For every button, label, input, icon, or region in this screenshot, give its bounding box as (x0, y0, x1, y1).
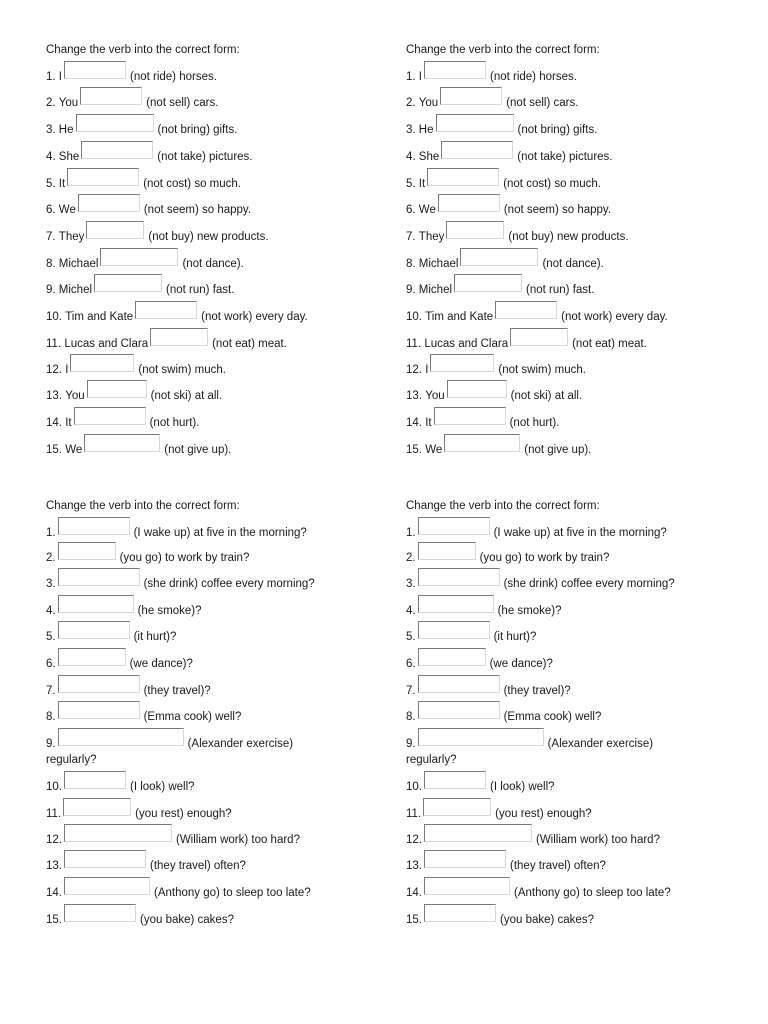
exercise-row (406, 123, 597, 143)
exercise-row (406, 913, 594, 933)
answer-input[interactable] (76, 114, 154, 132)
verb-hint: (Emma cook) well? (503, 711, 602, 723)
item-number: 6. (406, 204, 416, 216)
exercise-row (46, 577, 315, 597)
answer-input[interactable] (460, 248, 538, 266)
exercise-row (46, 443, 231, 463)
item-number: 3. (46, 124, 56, 136)
exercise-row (46, 657, 193, 677)
verb-hint: (he smoke)? (137, 605, 202, 617)
item-number: 9. (406, 284, 416, 296)
sheet-title: Change the verb into the correct form: (46, 500, 240, 512)
exercise-row (406, 416, 559, 436)
answer-input[interactable] (58, 517, 130, 535)
item-number: 8. (46, 711, 56, 723)
item-number: 14. (46, 887, 62, 899)
exercise-row (406, 780, 555, 800)
verb-hint: (not sell) cars. (146, 97, 219, 109)
verb-hint: (he smoke)? (497, 605, 562, 617)
verb-hint: (they travel) often? (150, 860, 246, 872)
item-number: 13. (406, 860, 422, 872)
verb-hint: (not eat) meat. (212, 338, 287, 350)
exercise-row (406, 150, 613, 170)
item-number: 2. (46, 552, 56, 564)
answer-input[interactable] (418, 542, 476, 560)
answer-input[interactable] (418, 728, 544, 746)
item-subject: Lucas and Clara (64, 338, 149, 350)
verb-hint: (not bring) gifts. (157, 124, 238, 136)
item-number: 9. (46, 738, 56, 750)
verb-hint: (not cost) so much. (143, 178, 241, 190)
exercise-row (406, 577, 675, 597)
verb-hint: (not bring) gifts. (517, 124, 598, 136)
item-number: 8. (406, 711, 416, 723)
answer-input[interactable] (80, 87, 142, 105)
exercise-row (46, 150, 253, 170)
answer-input[interactable] (438, 194, 500, 212)
verb-hint: (you bake) cakes? (500, 914, 594, 926)
verb-hint: (I wake up) at five in the morning? (493, 527, 667, 539)
exercise-row (406, 886, 671, 906)
verb-hint: (not ride) horses. (490, 71, 577, 83)
item-subject: We (58, 204, 76, 216)
exercise-row (406, 859, 606, 879)
item-subject: It (425, 417, 432, 429)
item-number: 14. (46, 417, 62, 429)
answer-input[interactable] (436, 114, 514, 132)
exercise-row (46, 859, 246, 879)
answer-input[interactable] (418, 595, 494, 613)
exercise-row (46, 886, 311, 906)
item-number: 12. (406, 834, 422, 846)
answer-input[interactable] (63, 798, 131, 816)
item-number: 4. (46, 605, 56, 617)
verb-hint: (not work) every day. (561, 311, 668, 323)
sheet-title: Change the verb into the correct form: (406, 44, 600, 56)
item-number: 2. (406, 97, 416, 109)
answer-input[interactable] (64, 61, 126, 79)
item-subject: It (65, 417, 72, 429)
verb-hint: (we dance)? (129, 658, 193, 670)
item-subject: They (418, 231, 445, 243)
answer-input[interactable] (434, 407, 506, 425)
item-number: 5. (406, 631, 416, 643)
verb-hint: (not seem) so happy. (503, 204, 612, 216)
answer-input[interactable] (446, 221, 504, 239)
exercise-row (406, 389, 582, 409)
item-subject: We (418, 204, 436, 216)
item-subject: Michel (58, 284, 93, 296)
answer-input[interactable] (70, 354, 134, 372)
item-number: 10. (406, 781, 422, 793)
item-subject: You (65, 390, 85, 402)
item-number: 13. (46, 860, 62, 872)
item-subject: It (58, 178, 66, 190)
item-number: 7. (406, 685, 416, 697)
answer-input[interactable] (424, 877, 510, 895)
answer-input[interactable] (418, 701, 500, 719)
item-subject: It (418, 178, 426, 190)
item-subject: She (418, 151, 440, 163)
item-number: 3. (46, 578, 56, 590)
verb-hint: (not work) every day. (201, 311, 308, 323)
exercise-row (406, 443, 591, 463)
item-subject: Tim and Kate (425, 311, 494, 323)
item-number: 1. (406, 527, 416, 539)
answer-input[interactable] (424, 771, 486, 789)
verb-hint: (they travel)? (503, 685, 571, 697)
answer-input[interactable] (495, 301, 557, 319)
verb-hint: (I look) well? (130, 781, 195, 793)
item-number: 9. (406, 738, 416, 750)
item-number: 6. (406, 658, 416, 670)
item-number: 11. (46, 808, 62, 820)
verb-hint: (not ski) at all. (150, 390, 223, 402)
item-subject: Michel (418, 284, 453, 296)
item-subject: I (65, 364, 69, 376)
verb-hint: (not eat) meat. (572, 338, 647, 350)
answer-input[interactable] (58, 568, 140, 586)
hint-continuation: regularly? (46, 754, 97, 766)
exercise-row (406, 630, 536, 650)
item-number: 8. (406, 258, 416, 270)
item-number: 10. (46, 781, 62, 793)
answer-input[interactable] (150, 328, 208, 346)
verb-hint: (Anthony go) to sleep too late? (514, 887, 671, 899)
answer-input[interactable] (418, 648, 486, 666)
verb-hint: (not sell) cars. (506, 97, 579, 109)
exercise-row (46, 630, 176, 650)
item-number: 4. (406, 151, 416, 163)
verb-hint: (not give up). (524, 444, 592, 456)
item-number: 6. (46, 658, 56, 670)
answer-input[interactable] (58, 728, 184, 746)
item-number: 7. (406, 231, 416, 243)
verb-hint: (I look) well? (490, 781, 555, 793)
item-number: 15. (406, 444, 422, 456)
item-subject: We (65, 444, 83, 456)
item-subject: I (418, 71, 422, 83)
answer-input[interactable] (58, 542, 116, 560)
item-subject: Tim and Kate (65, 311, 134, 323)
item-number: 3. (406, 124, 416, 136)
answer-input[interactable] (135, 301, 197, 319)
item-subject: They (58, 231, 85, 243)
verb-hint: (not run) fast. (526, 284, 595, 296)
item-number: 9. (46, 284, 56, 296)
verb-hint: (not cost) so much. (503, 178, 601, 190)
verb-hint: (I wake up) at five in the morning? (133, 527, 307, 539)
item-number: 15. (46, 444, 62, 456)
answer-input[interactable] (444, 434, 520, 452)
verb-hint: (you bake) cakes? (140, 914, 234, 926)
verb-hint: (not give up). (164, 444, 232, 456)
verb-hint: (William work) too hard? (176, 834, 300, 846)
answer-input[interactable] (64, 904, 136, 922)
answer-input[interactable] (447, 380, 507, 398)
answer-input[interactable] (67, 168, 139, 186)
verb-hint: (not hurt). (509, 417, 560, 429)
exercise-row (46, 177, 241, 197)
exercise-row (406, 310, 668, 330)
answer-input[interactable] (74, 407, 146, 425)
verb-hint: (William work) too hard? (536, 834, 660, 846)
verb-hint: (not buy) new products. (508, 231, 629, 243)
item-number: 5. (46, 631, 56, 643)
answer-input[interactable] (84, 434, 160, 452)
exercise-row (406, 177, 601, 197)
answer-input[interactable] (64, 824, 172, 842)
item-number: 6. (46, 204, 56, 216)
verb-hint: (it hurt)? (493, 631, 537, 643)
verb-hint: (Emma cook) well? (143, 711, 242, 723)
verb-hint: (not seem) so happy. (143, 204, 252, 216)
item-subject: Michael (418, 258, 459, 270)
item-number: 11. (406, 808, 422, 820)
item-number: 15. (46, 914, 62, 926)
item-subject: He (418, 124, 434, 136)
item-number: 1. (406, 71, 416, 83)
item-number: 7. (46, 685, 56, 697)
exercise-row (406, 710, 601, 730)
answer-input[interactable] (100, 248, 178, 266)
hint-continuation: regularly? (406, 754, 457, 766)
item-subject: He (58, 124, 74, 136)
exercise-row (406, 737, 653, 769)
verb-hint: (they travel) often? (510, 860, 606, 872)
verb-hint: (not swim) much. (138, 364, 226, 376)
item-subject: We (425, 444, 443, 456)
answer-input[interactable] (81, 141, 153, 159)
item-number: 14. (406, 417, 422, 429)
item-number: 4. (46, 151, 56, 163)
sheet-title: Change the verb into the correct form: (406, 500, 600, 512)
item-number: 11. (406, 338, 422, 350)
answer-input[interactable] (424, 61, 486, 79)
answer-input[interactable] (58, 675, 140, 693)
answer-input[interactable] (64, 877, 150, 895)
item-number: 5. (46, 178, 56, 190)
verb-hint: (not swim) much. (498, 364, 586, 376)
item-number: 12. (46, 364, 62, 376)
verb-hint: (not ski) at all. (510, 390, 583, 402)
exercise-row (406, 230, 629, 250)
item-number: 13. (46, 390, 62, 402)
exercise-row (46, 416, 199, 436)
exercise-row (406, 96, 578, 116)
item-number: 10. (46, 311, 62, 323)
item-number: 13. (406, 390, 422, 402)
answer-input[interactable] (418, 675, 500, 693)
exercise-row (46, 203, 251, 223)
answer-input[interactable] (430, 354, 494, 372)
item-number: 1. (46, 71, 56, 83)
item-number: 2. (46, 97, 56, 109)
item-number: 2. (406, 552, 416, 564)
exercise-row (46, 710, 241, 730)
exercise-row (46, 283, 234, 303)
item-subject: You (425, 390, 445, 402)
answer-input[interactable] (58, 595, 134, 613)
answer-input[interactable] (418, 568, 500, 586)
item-subject: Michael (58, 258, 99, 270)
verb-hint: (not buy) new products. (148, 231, 269, 243)
exercise-row (46, 913, 234, 933)
answer-input[interactable] (418, 517, 490, 535)
verb-hint: (not dance). (542, 258, 604, 270)
verb-hint: (Alexander exercise) (187, 738, 294, 750)
verb-hint: (not run) fast. (166, 284, 235, 296)
exercise-row (46, 230, 269, 250)
exercise-row (46, 737, 293, 769)
item-number: 12. (406, 364, 422, 376)
answer-input[interactable] (441, 141, 513, 159)
item-number: 4. (406, 605, 416, 617)
verb-hint: (not dance). (182, 258, 244, 270)
exercise-row (46, 780, 195, 800)
exercise-row (46, 310, 308, 330)
answer-input[interactable] (78, 194, 140, 212)
exercise-row (46, 123, 237, 143)
item-number: 14. (406, 887, 422, 899)
answer-input[interactable] (86, 221, 144, 239)
exercise-row (46, 389, 222, 409)
verb-hint: (you rest) enough? (495, 808, 592, 820)
item-subject: I (425, 364, 429, 376)
verb-hint: (not take) pictures. (517, 151, 613, 163)
answer-input[interactable] (87, 380, 147, 398)
item-number: 10. (406, 311, 422, 323)
answer-input[interactable] (427, 168, 499, 186)
item-subject: You (418, 97, 439, 109)
answer-input[interactable] (424, 904, 496, 922)
item-subject: She (58, 151, 80, 163)
item-number: 15. (406, 914, 422, 926)
verb-hint: (you go) to work by train? (479, 552, 610, 564)
exercise-row (406, 283, 594, 303)
answer-input[interactable] (440, 87, 502, 105)
item-number: 5. (406, 178, 416, 190)
answer-input[interactable] (94, 274, 162, 292)
verb-hint: (not ride) horses. (130, 71, 217, 83)
answer-input[interactable] (58, 648, 126, 666)
answer-input[interactable] (454, 274, 522, 292)
verb-hint: (she drink) coffee every morning? (503, 578, 675, 590)
exercise-row (46, 96, 218, 116)
item-number: 3. (406, 578, 416, 590)
verb-hint: (they travel)? (143, 685, 211, 697)
item-subject: Lucas and Clara (424, 338, 509, 350)
answer-input[interactable] (58, 701, 140, 719)
verb-hint: (not hurt). (149, 417, 200, 429)
verb-hint: (she drink) coffee every morning? (143, 578, 315, 590)
answer-input[interactable] (510, 328, 568, 346)
item-subject: I (58, 71, 62, 83)
verb-hint: (Alexander exercise) (547, 738, 654, 750)
verb-hint: (you rest) enough? (135, 808, 232, 820)
verb-hint: (Anthony go) to sleep too late? (154, 887, 311, 899)
item-number: 11. (46, 338, 62, 350)
item-number: 7. (46, 231, 56, 243)
item-number: 8. (46, 258, 56, 270)
item-subject: You (58, 97, 79, 109)
verb-hint: (not take) pictures. (157, 151, 253, 163)
exercise-row (406, 203, 611, 223)
item-number: 12. (46, 834, 62, 846)
answer-input[interactable] (64, 850, 146, 868)
verb-hint: (it hurt)? (133, 631, 177, 643)
exercise-row (406, 657, 553, 677)
sheet-title: Change the verb into the correct form: (46, 44, 240, 56)
verb-hint: (you go) to work by train? (119, 552, 250, 564)
answer-input[interactable] (64, 771, 126, 789)
answer-input[interactable] (423, 798, 491, 816)
answer-input[interactable] (418, 621, 490, 639)
item-number: 1. (46, 527, 56, 539)
answer-input[interactable] (424, 824, 532, 842)
answer-input[interactable] (58, 621, 130, 639)
answer-input[interactable] (424, 850, 506, 868)
verb-hint: (we dance)? (489, 658, 553, 670)
